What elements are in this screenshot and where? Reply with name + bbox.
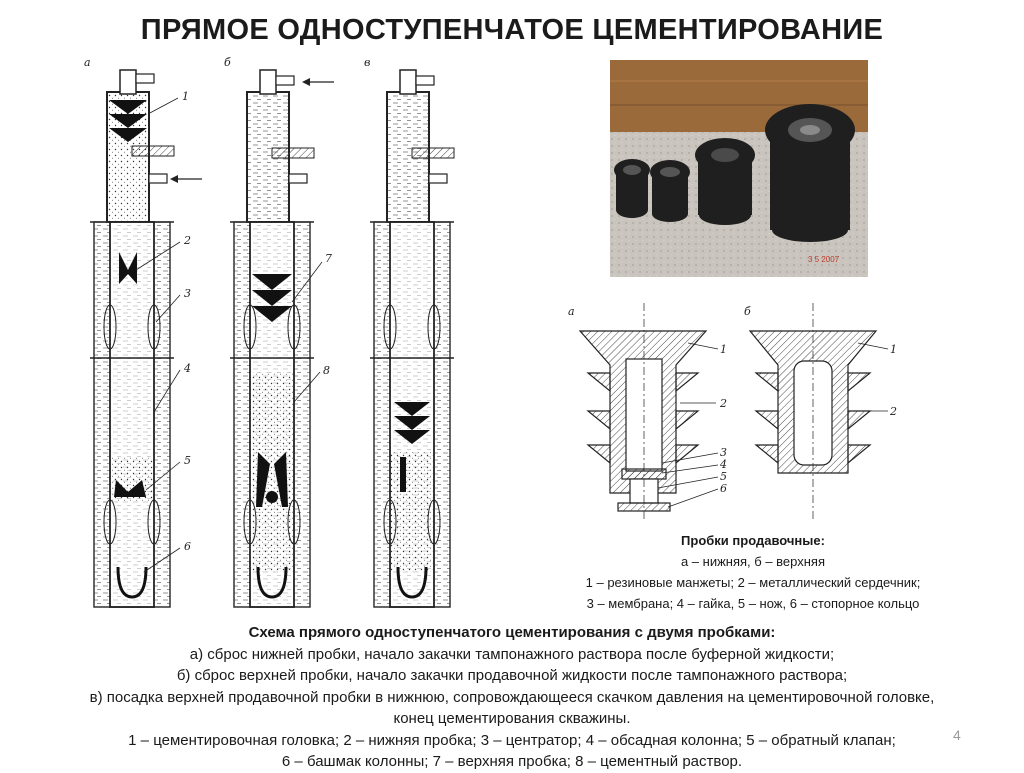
callout-3: 3 [184,287,191,300]
plug-caption-heading: Пробки продавочные: [681,533,825,548]
schema-caption-line: а) сброс нижней пробки, начало закачки тампонажного раствора после буферной жидкости; [189,645,835,663]
schema-legend-line: 6 – башмак колонны; 7 – верхняя пробка; 8 – цементный раствор. [281,753,743,770]
plug-a-callout-1: 1 [720,343,727,356]
page-title: ПРЯМОЕ ОДНОСТУПЕНЧАТОЕ ЦЕМЕНТИРОВАНИЕ [140,14,884,46]
plug-a-drawing [580,303,706,519]
callout-7: 7 [325,252,332,265]
schema-caption [30,622,994,773]
cementing-schematic [72,52,492,617]
stage-c-label: в [364,56,371,69]
plug-b-label: б [744,305,751,318]
schema-caption-line: б) сброс верхней пробки, начало закачки продавочной жидкости после тампонажного раствора; [176,667,848,684]
plug-b-callout-2: 2 [890,405,897,418]
stage-b-diagram [230,70,334,607]
plug-caption [548,530,958,614]
plug-a-callout-5: 5 [720,470,727,483]
stage-c-diagram [370,70,454,607]
plug-a-label: а [568,305,575,318]
plug-cross-section [558,293,918,525]
schema-caption-heading: Схема прямого одноступенчатого цементирования с двумя пробками: [248,624,776,641]
schema-caption-line: в) посадка верхней продавочной пробки в нижнюю, сопровождающееся скачком давления на цементировочной головке, [89,688,935,706]
plug-a-callout-2: 2 [720,397,727,410]
schema-caption-line: конец цементирования скважины. [393,710,631,727]
plug-caption-line: а – нижняя, б – верхняя [680,554,826,569]
callout-4: 4 [184,362,191,375]
stage-a-label: а [84,56,91,69]
plug-a-callout-6: 6 [720,482,727,495]
callout-5: 5 [184,454,191,467]
plug-a-callout-3: 3 [720,446,727,459]
callout-1: 1 [182,90,189,103]
plug-caption-line: 3 – мембрана; 4 – гайка, 5 – нож, 6 – стопорное кольцо [586,596,920,611]
plug-a-callout-4: 4 [720,458,727,471]
photo-date-stamp: 3 5 2007 [808,255,840,264]
page-number: 4 [953,727,961,743]
plugs-photo [610,60,868,277]
schema-legend-line: 1 – цементировочная головка; 2 – нижняя пробка; 3 – центратор; 4 – обсадная колонна; 5 – обратный клапан; [128,731,896,749]
callout-6: 6 [184,540,191,553]
stage-b-label: б [224,56,231,69]
callout-8: 8 [323,364,330,377]
plug-caption-line: 1 – резиновые манжеты; 2 – металлический сердечник; [585,575,921,590]
callout-2: 2 [184,234,191,247]
stage-a-diagram [90,70,202,607]
plug-b-callout-1: 1 [890,343,897,356]
